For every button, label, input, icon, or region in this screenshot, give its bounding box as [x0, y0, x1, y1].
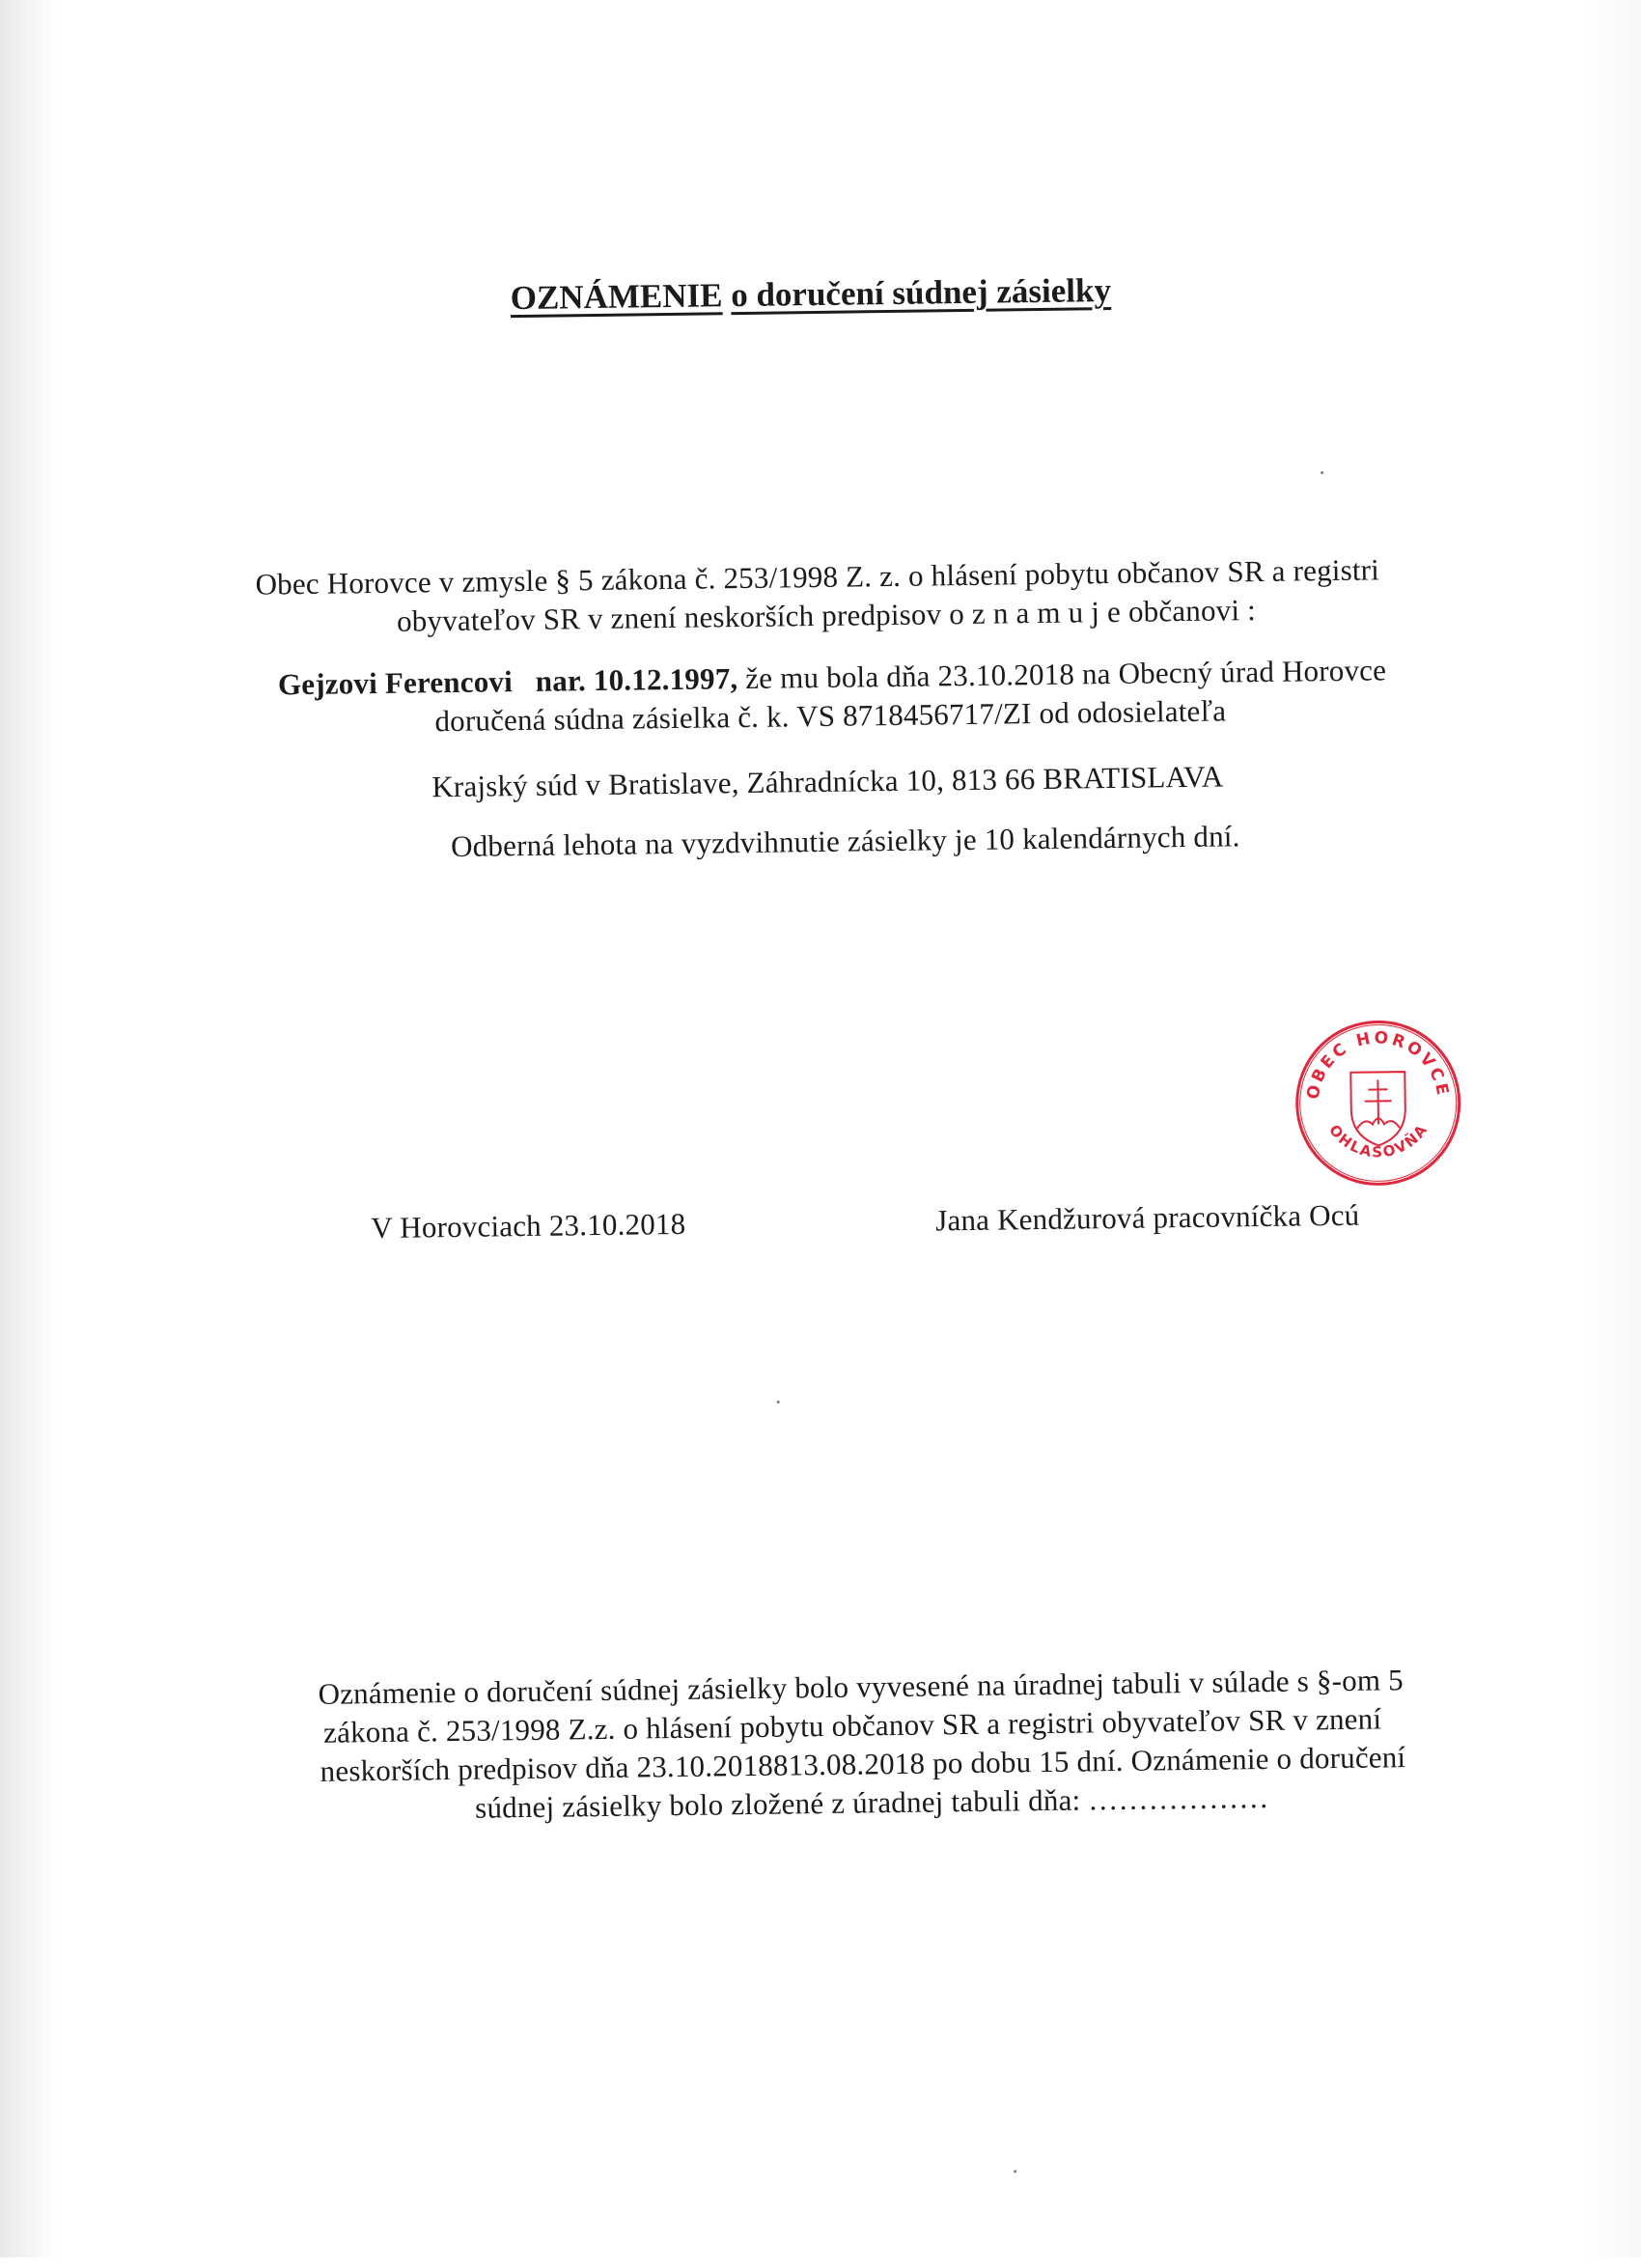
- official-stamp: [1291, 1015, 1466, 1190]
- place-date: V Horovciach 23.10.2018: [371, 1206, 686, 1246]
- stamp-text-bottom: OHLASOVŇA: [1325, 1120, 1432, 1162]
- recipient-line-1-rest: že mu bola dňa 23.10.2018 na Obecný úrad Horovce: [745, 653, 1387, 695]
- document-title: [510, 271, 1111, 318]
- recipient-birth: nar. 10.12.1997,: [535, 661, 738, 698]
- recipient-name: Gejzovi Ferencovi: [277, 664, 514, 702]
- scan-speck: [777, 1401, 780, 1404]
- intro-line-1: Obec Horovce v zmysle § 5 zákona č. 253/1998 Z. z. o hlásení pobytu občanov SR a registri: [255, 552, 1380, 602]
- signatory: Jana Kendžurová pracovníčka Ocú: [935, 1197, 1360, 1238]
- notice-line-1: Oznámenie o doručení súdnej zásielky bolo vyvesené na úradnej tabuli v súlade s §-om 5: [318, 1663, 1405, 1711]
- intro-line-2: obyvateľov SR v znení neskorších predpisov o z n a m u j e občanovi :: [396, 593, 1257, 638]
- notice-line-4: súdnej zásielky bolo zložené z úradnej tabuli dňa: ………………: [474, 1779, 1269, 1825]
- title-rest: o doručení súdnej zásielky: [730, 270, 1112, 315]
- sender-line: Krajský súd v Bratislave, Záhradnícka 10, 813 66 BRATISLAVA: [431, 759, 1224, 804]
- scan-speck: [1321, 471, 1323, 474]
- title-main: OZNÁMENIE: [510, 276, 723, 318]
- coat-of-arms-icon: [1350, 1072, 1405, 1146]
- stamp-text-top: OBEC HOROVCE: [1303, 1028, 1453, 1102]
- recipient-line-2: doručená súdna zásielka č. k. VS 8718456717/ZI od odosielateľa: [434, 693, 1227, 739]
- notice-line-3: neskorších predpisov dňa 23.10.2018813.08.2018 po dobu 15 dní. Oznámenie o doručení: [320, 1740, 1406, 1788]
- pickup-period-line: Odberná lehota na vyzdvihnutie zásielky je 10 kalendárnych dní.: [450, 819, 1240, 863]
- scan-speck: [1014, 2170, 1016, 2172]
- notice-line-2: zákona č. 253/1998 Z.z. o hlásení pobytu občanov SR a registri obyvateľov SR v znení: [322, 1701, 1382, 1750]
